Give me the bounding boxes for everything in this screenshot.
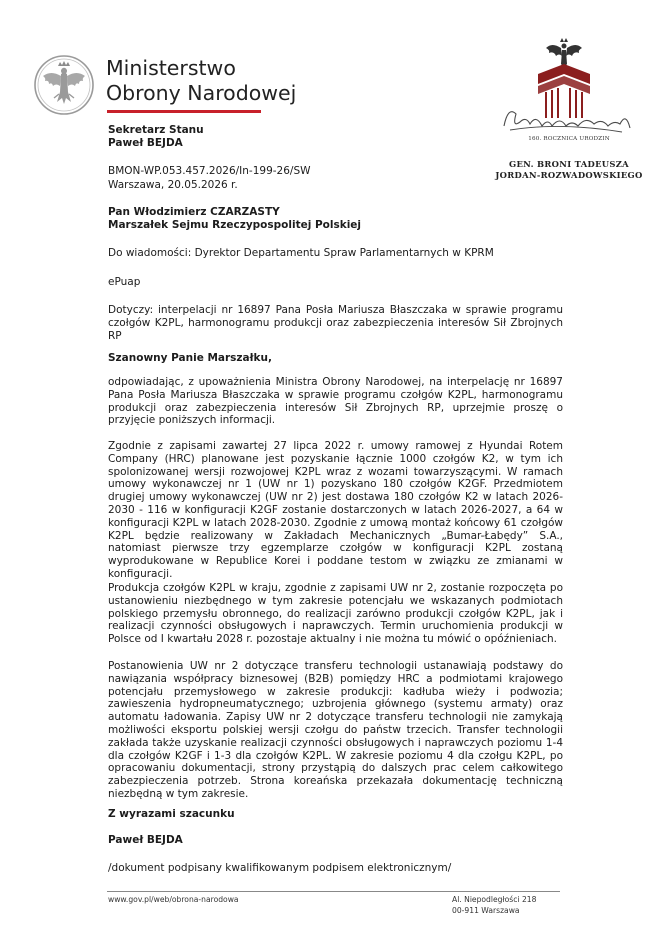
sender-name: Paweł BEJDA [108,137,183,149]
cc-line: Do wiadomości: Dyrektor Departamentu Spraw Parlamentarnych w KPRM [108,247,494,259]
footer-address-line1: Al. Niepodległości 218 [452,895,537,904]
ministry-name-line2: Obrony Narodowej [106,81,297,105]
body-paragraph-3: Produkcja czołgów K2PL w kraju, zgodnie z zapisami UW nr 2, zostanie rozpoczęta po ustanowieniu niezbędnego w tym zakresie potencjału we wskazanych podmiotach polskiego przemysłu obronnego, do realizacji zarówno produkcji czołgów K2PL, jak i realizacji czynności obsługowych i naprawczych. Termin uruchomienia produkcji w Polsce od I kwartału 2028 r. pozostaje aktualny i nie można tu mówić o opóźnieniach. [108,582,563,646]
salutation: Szanowny Panie Marszałku, [108,352,272,364]
recipient-name: Pan Włodzimierz CZARZASTY [108,206,280,218]
recipient-title: Marszałek Sejmu Rzeczypospolitej Polskiej [108,219,362,231]
closing-phrase: Z wyrazami szacunku [108,808,235,820]
letter-date: Warszawa, 20.05.2026 r. [108,179,238,191]
ministry-name [106,56,296,106]
general-name-line2: JORDAN-ROZWADOWSKIEGO [495,170,643,180]
footer-website[interactable]: www.gov.pl/web/obrona-narodowa [108,895,239,904]
footer-address-line2: 00-911 Warszawa [452,905,520,915]
signer-name: Paweł BEJDA [108,834,183,846]
footer-divider [107,891,560,892]
general-name-line1: GEN. BRONI TADEUSZA [509,159,629,169]
ministry-eagle-logo [33,52,95,118]
body-paragraph-1: odpowiadając, z upoważnienia Ministra Obrony Narodowej, na interpelację nr 16897 Pana Posła Mariusza Błaszczaka w sprawie programu czołgów K2PL, harmonogramu produkcji oraz zabezpieczenia interesów Sił Zbrojnych RP, uprzejmie proszę o przyjęcie poniższych informacji. [108,376,563,427]
body-paragraph-4: Postanowienia UW nr 2 dotyczące transferu technologii ustanawiają podstawy do nawiązania współpracy biznesowej (B2B) pomiędzy HRC a podmiotami krajowego potencjału przemysłowego w zakresie produkcji: kadłuba wieży i podwozia; zawieszenia hydropneumatycznego; uzbrojenia głównego (systemu armaty) oraz automatu ładowania. Zapisy UW nr 2 dotyczące transferu technologii nie zamykają możliwości eksportu polskiej wersji czołgu do państw trzecich. Transfer technologii zakłada także uzyskanie realizacji czynności obsługowych i naprawczych poziomu 1-4 dla czołgów K2GF i 1-3 dla czołgów K2PL. W zakresie poziomu 4 dla czołgu K2PL, po opracowaniu dokumentacji, strony przystąpią do dalszych prac celem całkowitego zabezpieczenia potrzeb. Strona koreańska przekazała dokumentację techniczną niezbędną w tym zakresie. [108,660,563,800]
anniversary-emblem [490,36,638,148]
anniversary-text: 160. ROCZNICA URODZIN [528,136,610,142]
ministry-name-line1: Ministerstwo [106,56,236,80]
reference-number: BMON-WP.053.457.2026/In-199-26/SW [108,165,311,177]
general-name [478,159,660,181]
footer-address [452,895,536,916]
body-paragraph-2: Zgodnie z zapisami zawartej 27 lipca 2022 r. umowy ramowej z Hyundai Rotem Company (HRC) planowane jest pozyskanie łącznie 1000 czołgów K2, w tym ich spolonizowanej wersji rozwojowej K2PL wraz z wozami towarzyszącymi. W ramach umowy wykonawczej nr 1 (UW nr 1) pozyskano 180 czołgów K2GF. Przedmiotem drugiej umowy wykonawczej (UW nr 2) jest dostawa 180 czołgów K2 w latach 2026-2030 - 116 w konfiguracji K2GF zostanie dostarczonych w latach 2026-2027, a 64 w konfiguracji K2PL w latach 2028-2030. Zgodnie z umową montaż końcowy 61 czołgów K2PL będzie realizowany w Zakładach Mechanicznych „Bumar-Łabędy” S.A., natomiast pierwsze trzy egzemplarze czołgów w konfiguracji K2PL zostaną wyprodukowane w Republice Korei i poddane testom w związku ze zmianami w konfiguracji. [108,440,563,580]
delivery-channel: ePuap [108,276,141,288]
red-accent-bar [107,110,261,113]
signature-note: /dokument podpisany kwalifikowanym podpisem elektronicznym/ [108,862,452,874]
subject-line: Dotyczy: interpelacji nr 16897 Pana Posła Mariusza Błaszczaka w sprawie programu czołgów K2PL, harmonogramu produkcji oraz zabezpieczenia interesów Sił Zbrojnych RP [108,304,563,342]
sender-role: Sekretarz Stanu [108,124,204,136]
